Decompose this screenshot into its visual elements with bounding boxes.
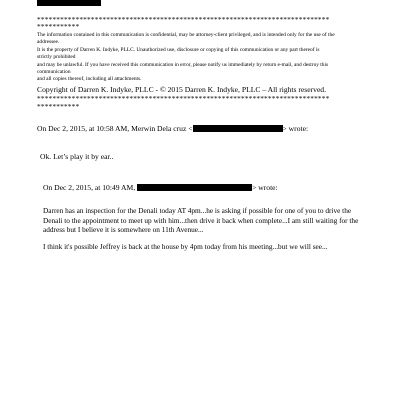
disclaimer-line: and all copies thereof, including all attachments. bbox=[37, 76, 142, 83]
email-intro-text: On Dec 2, 2015, at 10:58 AM, Merwin Dela cruz < bbox=[37, 124, 193, 133]
quoted-intro-line bbox=[43, 183, 278, 193]
disclaimer-line: It is the property of Darren K. Indyke, PLLC. Unauthorized use, disclosure or copying of this communication or any part thereof is bbox=[37, 46, 320, 53]
disclaimer-line: communication bbox=[37, 69, 71, 76]
disclaimer-line: and may be unlawful. If you have received this communication in error, please notify us immediately by return e-mail, and destroy this bbox=[37, 61, 329, 68]
email-intro-line bbox=[37, 124, 308, 134]
confidentiality-notice bbox=[37, 32, 367, 84]
quoted-intro-suffix: > wrote: bbox=[252, 183, 278, 192]
disclaimer-line: strictly prohibited bbox=[37, 54, 76, 61]
quoted-paragraph-2: I think it's possible Jeffrey is back at the house by 4pm today from his meeting...but we will see... bbox=[43, 242, 328, 251]
redacted-sender bbox=[137, 184, 252, 191]
redaction-bar-top bbox=[37, 0, 101, 6]
separator-stars-top-tail: *********** bbox=[37, 23, 80, 31]
quoted-paragraph-1: Darren has an inspection for the Denali today AT 4pm...he is asking if possible for one of you to drive the Denali to the appointment to meet up with him...then drive it back when complete...I am still waiting for the address but I believe it is somewhere on 11th Avenue... bbox=[43, 206, 359, 235]
disclaimer-line: The information contained in this communication is confidential, may be attorney-client privileged, and is intended only for the use of the bbox=[37, 32, 335, 38]
separator-stars-top: **************************************************************************** bbox=[37, 16, 330, 24]
email-intro-suffix: > wrote: bbox=[282, 124, 309, 133]
disclaimer-line: addressee. bbox=[37, 39, 60, 46]
redacted-email-address bbox=[193, 125, 283, 132]
quoted-intro-text: On Dec 2, 2015, at 10:49 AM, bbox=[43, 183, 136, 192]
separator-stars-bottom-tail: *********** bbox=[37, 103, 80, 111]
copyright-line: Copyright of Darren K. Indyke, PLLC - © 2015 Darren K. Indyke, PLLC – All rights reserved. bbox=[37, 85, 327, 94]
separator-stars-bottom: **************************************************************************** bbox=[37, 95, 330, 103]
email-body: Ok. Let’s play it by ear.. bbox=[40, 152, 114, 161]
